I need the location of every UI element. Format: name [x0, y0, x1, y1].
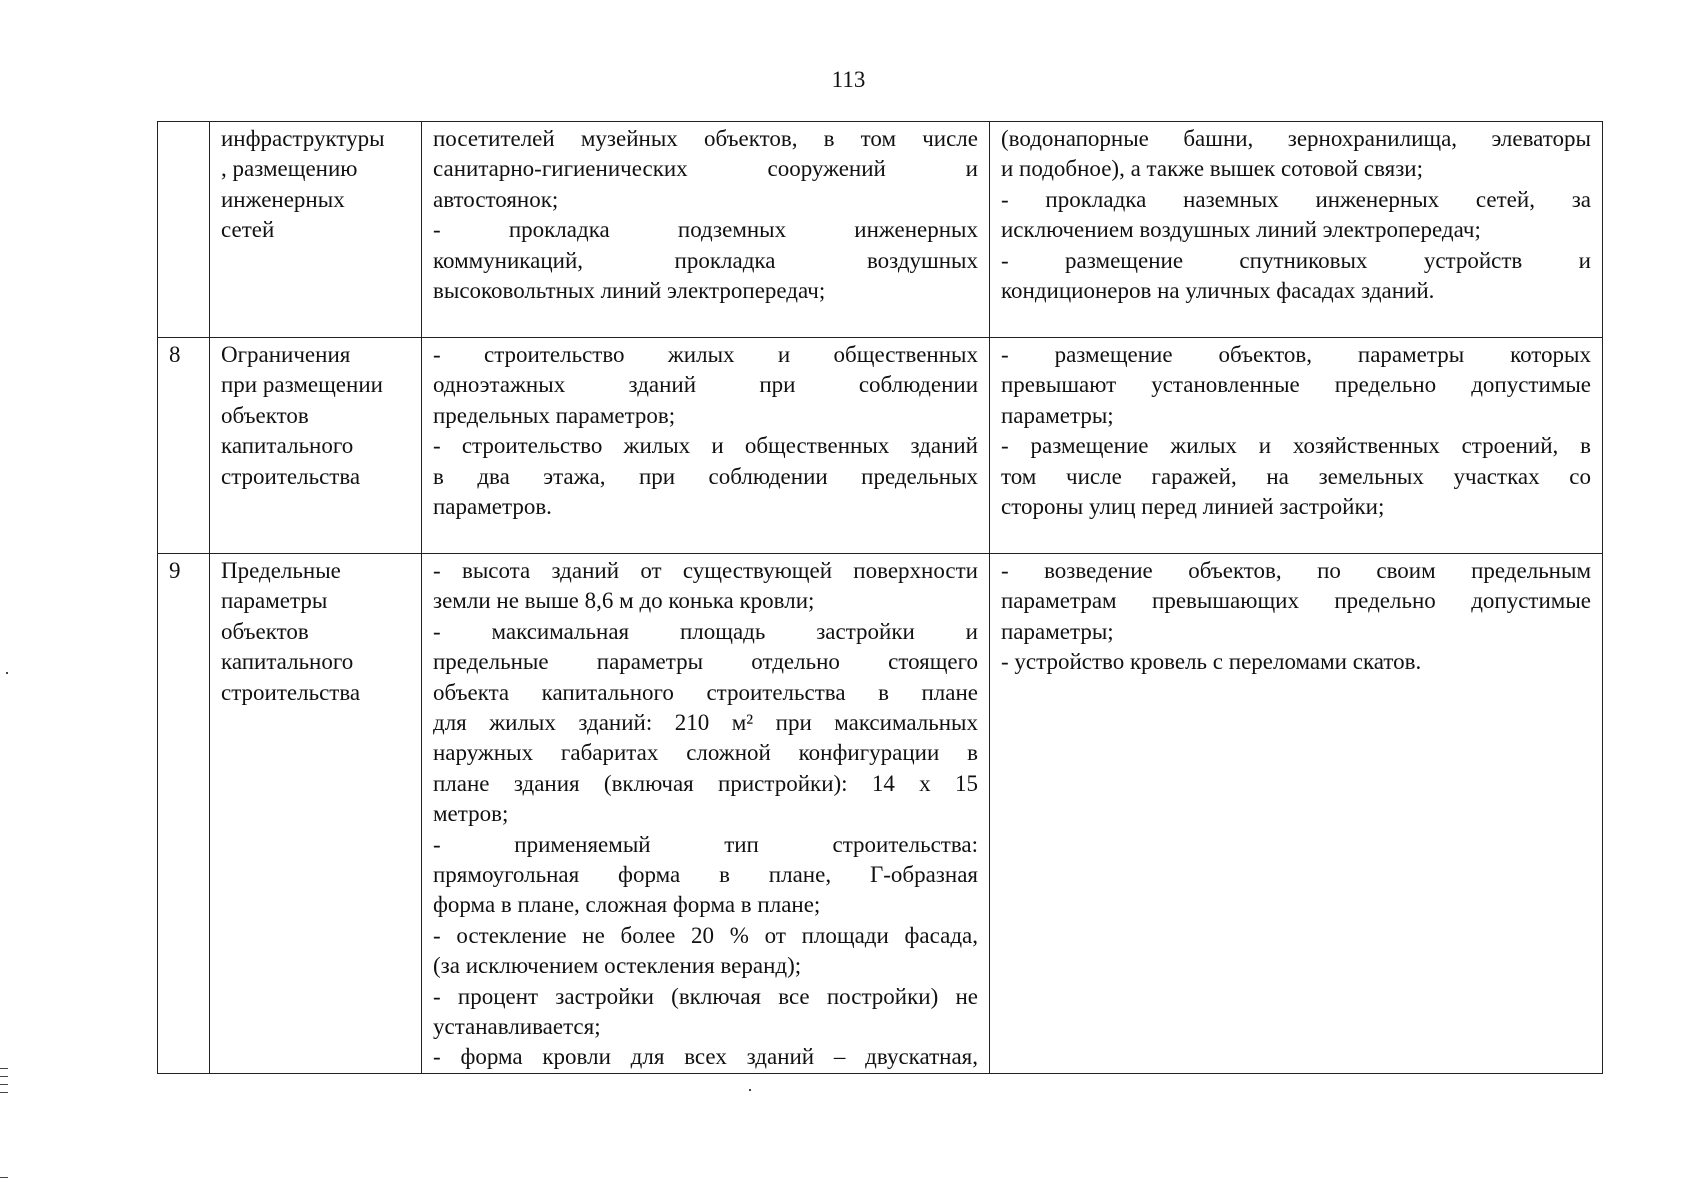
- table-row: [158, 554, 1603, 1074]
- restricted-uses-cell: [990, 338, 1603, 554]
- text-line: - прокладка подземных инженерных: [433, 217, 978, 243]
- allowed-uses-text: [433, 340, 978, 522]
- text-line: параметры: [221, 588, 328, 614]
- text-line: стороны улиц перед линией застройки;: [1001, 493, 1385, 519]
- text-line: автостоянок;: [433, 186, 559, 212]
- allowed-uses-cell: [422, 122, 990, 338]
- parameter-name-cell: [210, 338, 422, 554]
- text-line: параметры;: [1001, 402, 1114, 428]
- text-line: том числе гаражей, на земельных участках со: [1001, 463, 1591, 489]
- scan-artifact-mark: [0, 1092, 8, 1093]
- text-line: объекта капитального строительства в плане: [433, 679, 978, 705]
- scan-artifact-mark: [0, 1177, 8, 1178]
- text-line: и подобное), а также вышек сотовой связи;: [1001, 156, 1423, 182]
- text-line: предельных параметров;: [433, 402, 676, 428]
- text-line: - прокладка наземных инженерных сетей, за: [1001, 186, 1591, 212]
- text-line: - размещение объектов, параметры которых: [1001, 342, 1591, 367]
- text-line: - возведение объектов, по своим предельным: [1001, 558, 1591, 583]
- text-line: инженерных: [221, 186, 345, 212]
- text-line: объектов: [221, 618, 309, 644]
- text-line: превышают установленные предельно допустимые: [1001, 372, 1591, 398]
- allowed-uses-text: [433, 556, 978, 1073]
- text-line: - строительство жилых и общественных зданий: [433, 433, 978, 459]
- text-line: в два этажа, при соблюдении предельных: [433, 463, 978, 489]
- restricted-uses-text: [1001, 556, 1591, 678]
- text-line: параметров.: [433, 493, 552, 519]
- scan-artifact-mark: [749, 1089, 751, 1091]
- text-line: - устройство кровель с переломами скатов.: [1001, 649, 1422, 675]
- parameter-name: [221, 124, 417, 246]
- text-line: параметры;: [1001, 618, 1114, 644]
- text-line: устанавливается;: [433, 1013, 601, 1039]
- row-number-cell: [158, 554, 210, 1074]
- allowed-uses-cell: [422, 554, 990, 1074]
- scan-artifact-mark: [0, 1076, 8, 1077]
- text-line: - размещение спутниковых устройств и: [1001, 247, 1591, 273]
- row-number-cell: [158, 122, 210, 338]
- text-line: Ограничения: [221, 342, 351, 367]
- table-body: [158, 122, 1603, 1074]
- text-line: капитального: [221, 649, 354, 675]
- restricted-uses-cell: [990, 554, 1603, 1074]
- row-number-cell: [158, 338, 210, 554]
- restricted-uses-cell: [990, 122, 1603, 338]
- text-line: - строительство жилых и общественных: [433, 342, 978, 367]
- text-line: для жилых зданий: 210 м² при максимальных: [433, 709, 978, 735]
- parameter-name: [221, 556, 417, 708]
- text-line: (за исключением остекления веранд);: [433, 953, 802, 979]
- text-line: сетей: [221, 217, 275, 243]
- parameter-name: [221, 340, 417, 492]
- restricted-uses-text: [1001, 124, 1591, 306]
- row-number: 9: [169, 558, 181, 583]
- text-line: строительства: [221, 463, 361, 489]
- text-line: коммуникаций, прокладка воздушных: [433, 247, 978, 273]
- text-line: предельные параметры отдельно стоящего: [433, 649, 978, 675]
- text-line: плане здания (включая пристройки): 14 х 15: [433, 770, 978, 796]
- text-line: прямоугольная форма в плане, Г-образная: [433, 861, 978, 887]
- text-line: наружных габаритах сложной конфигурации в: [433, 740, 978, 766]
- parameter-name-cell: [210, 122, 422, 338]
- text-line: посетителей музейных объектов, в том числе: [433, 126, 978, 151]
- text-line: инфраструктуры: [221, 126, 385, 151]
- scan-artifact-mark: [0, 1068, 8, 1069]
- text-line: , размещению: [221, 156, 358, 182]
- text-line: одноэтажных зданий при соблюдении: [433, 372, 978, 398]
- text-line: - процент застройки (включая все постройки) не: [433, 983, 978, 1009]
- scan-artifact-mark: [0, 1084, 8, 1085]
- row-number: 8: [169, 342, 181, 367]
- allowed-uses-cell: [422, 338, 990, 554]
- text-line: - максимальная площадь застройки и: [433, 618, 978, 644]
- text-line: санитарно-гигиенических сооружений и: [433, 156, 978, 182]
- text-line: форма в плане, сложная форма в плане;: [433, 892, 821, 918]
- regulations-table: [157, 121, 1603, 1074]
- text-line: метров;: [433, 801, 509, 827]
- restricted-uses-text: [1001, 340, 1591, 522]
- text-line: исключением воздушных линий электропередач;: [1001, 217, 1481, 243]
- text-line: - применяемый тип строительства:: [433, 831, 978, 857]
- text-line: объектов: [221, 402, 309, 428]
- parameter-name-cell: [210, 554, 422, 1074]
- text-line: земли не выше 8,6 м до конька кровли;: [433, 588, 815, 614]
- text-line: - размещение жилых и хозяйственных строений, в: [1001, 433, 1591, 459]
- text-line: капитального: [221, 433, 354, 459]
- text-line: (водонапорные башни, зернохранилища, элеваторы: [1001, 126, 1591, 151]
- text-line: - остекление не более 20 % от площади фасада,: [433, 922, 978, 948]
- scan-artifact-mark: [6, 672, 8, 674]
- table-row: [158, 122, 1603, 338]
- text-line: - форма кровли для всех зданий – двускатная,: [433, 1044, 978, 1070]
- table-row: [158, 338, 1603, 554]
- text-line: кондиционеров на уличных фасадах зданий.: [1001, 277, 1435, 303]
- allowed-uses-text: [433, 124, 978, 306]
- text-line: параметрам превышающих предельно допустимые: [1001, 588, 1591, 614]
- text-line: Предельные: [221, 558, 341, 583]
- text-line: строительства: [221, 679, 361, 705]
- text-line: при размещении: [221, 372, 383, 398]
- page-number: 113: [831, 67, 866, 92]
- text-line: высоковольтных линий электропередач;: [433, 277, 826, 303]
- text-line: - высота зданий от существующей поверхности: [433, 558, 978, 583]
